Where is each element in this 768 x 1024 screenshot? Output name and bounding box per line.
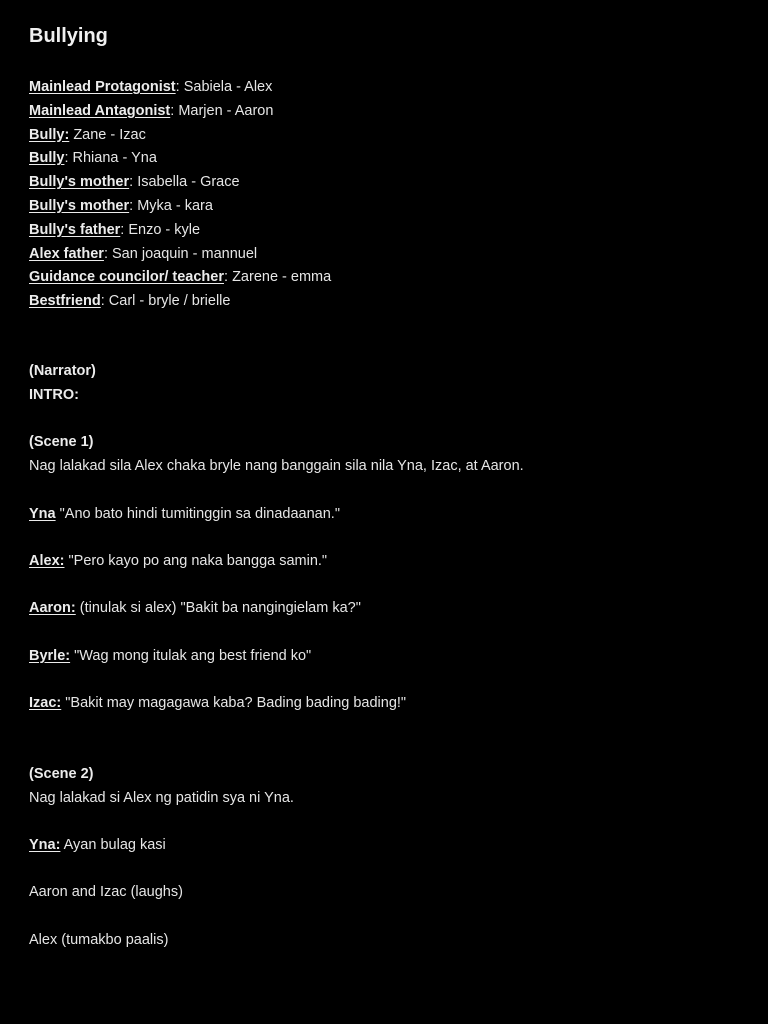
document-title: Bullying <box>29 25 108 47</box>
cast-names: Zarene - emma <box>232 269 332 286</box>
cast-item <box>29 243 331 267</box>
cast-names: Carl - bryle / brielle <box>108 293 231 310</box>
cast-role: Guidance councilor/ teacher <box>29 269 224 286</box>
stage-direction: Alex (tumakbo paalis) <box>29 932 169 948</box>
cast-names: Isabella - Grace <box>137 174 240 191</box>
dialogue-line <box>29 834 166 858</box>
cast-names: Enzo - kyle <box>128 221 201 238</box>
cast-separator: : <box>103 245 113 262</box>
cast-separator: : <box>129 174 138 191</box>
cast-role: Bully's mother <box>29 174 130 191</box>
cast-item <box>29 100 331 124</box>
cast-role: Alex father <box>29 245 104 262</box>
dialogue-text: "Ano bato hindi tumitinggin sa dinadaanan." <box>55 506 340 522</box>
dialogue-line <box>29 550 327 574</box>
cast-role: Bully's mother <box>29 197 130 214</box>
dialogue-text: (tinulak si alex) "Bakit ba nangingielam ka?" <box>75 600 361 616</box>
cast-separator: : <box>224 269 233 286</box>
cast-role: Bully's father <box>29 221 121 238</box>
cast-separator: : <box>120 221 129 238</box>
cast-item <box>29 219 331 243</box>
stage-direction: Aaron and Izac (laughs) <box>29 884 183 900</box>
dialogue-speaker: Yna: <box>29 837 61 853</box>
cast-separator: : <box>129 197 138 214</box>
dialogue-line <box>29 503 340 527</box>
dialogue-text: "Pero kayo po ang naka bangga samin." <box>64 553 328 569</box>
cast-separator: : <box>100 293 109 310</box>
cast-names: Rhiana - Yna <box>72 150 157 167</box>
cast-names: Myka - kara <box>137 197 213 214</box>
dialogue-speaker: Aaron: <box>29 600 76 616</box>
cast-role: Mainlead Protagonist <box>29 79 176 95</box>
cast-list <box>29 76 331 314</box>
cast-names: Zane - Izac <box>73 126 146 143</box>
scene2-heading: (Scene 2) <box>29 766 94 782</box>
cast-item <box>29 147 331 171</box>
cast-separator: : <box>175 79 184 95</box>
cast-role: Bestfriend <box>29 293 101 310</box>
narrator-label: (Narrator) <box>29 363 96 379</box>
cast-item <box>29 266 331 290</box>
cast-role: Bully: <box>29 126 70 143</box>
cast-role: Bully <box>29 150 65 167</box>
cast-item <box>29 171 331 195</box>
cast-separator: : <box>64 150 73 167</box>
cast-names: San joaquin - mannuel <box>112 245 258 262</box>
dialogue-speaker: Alex: <box>29 553 65 569</box>
dialogue-text: "Bakit may magagawa kaba? Bading bading bading!" <box>61 695 407 711</box>
dialogue-speaker: Byrle: <box>29 648 71 664</box>
scene1-description: Nag lalakad sila Alex chaka bryle nang banggain sila nila Yna, Izac, at Aaron. <box>29 458 524 474</box>
dialogue-text: "Wag mong itulak ang best friend ko" <box>70 648 312 664</box>
cast-role: Mainlead Antagonist <box>29 102 171 119</box>
cast-names: Sabiela - Alex <box>183 79 273 95</box>
scene1-heading: (Scene 1) <box>29 434 94 450</box>
cast-item <box>29 290 331 314</box>
dialogue-line <box>29 597 361 621</box>
cast-item <box>29 195 331 219</box>
dialogue-speaker: Izac: <box>29 695 62 711</box>
dialogue-line <box>29 645 311 669</box>
scene2-description: Nag lalakad si Alex ng patidin sya ni Yna. <box>29 790 294 806</box>
dialogue-speaker: Yna <box>29 506 56 522</box>
dialogue-text: Ayan bulag kasi <box>60 837 166 853</box>
cast-names: Marjen - Aaron <box>178 102 274 119</box>
intro-label: INTRO: <box>29 387 79 403</box>
cast-item <box>29 76 331 100</box>
dialogue-line <box>29 692 406 716</box>
cast-separator: : <box>170 102 179 119</box>
cast-item <box>29 124 331 148</box>
